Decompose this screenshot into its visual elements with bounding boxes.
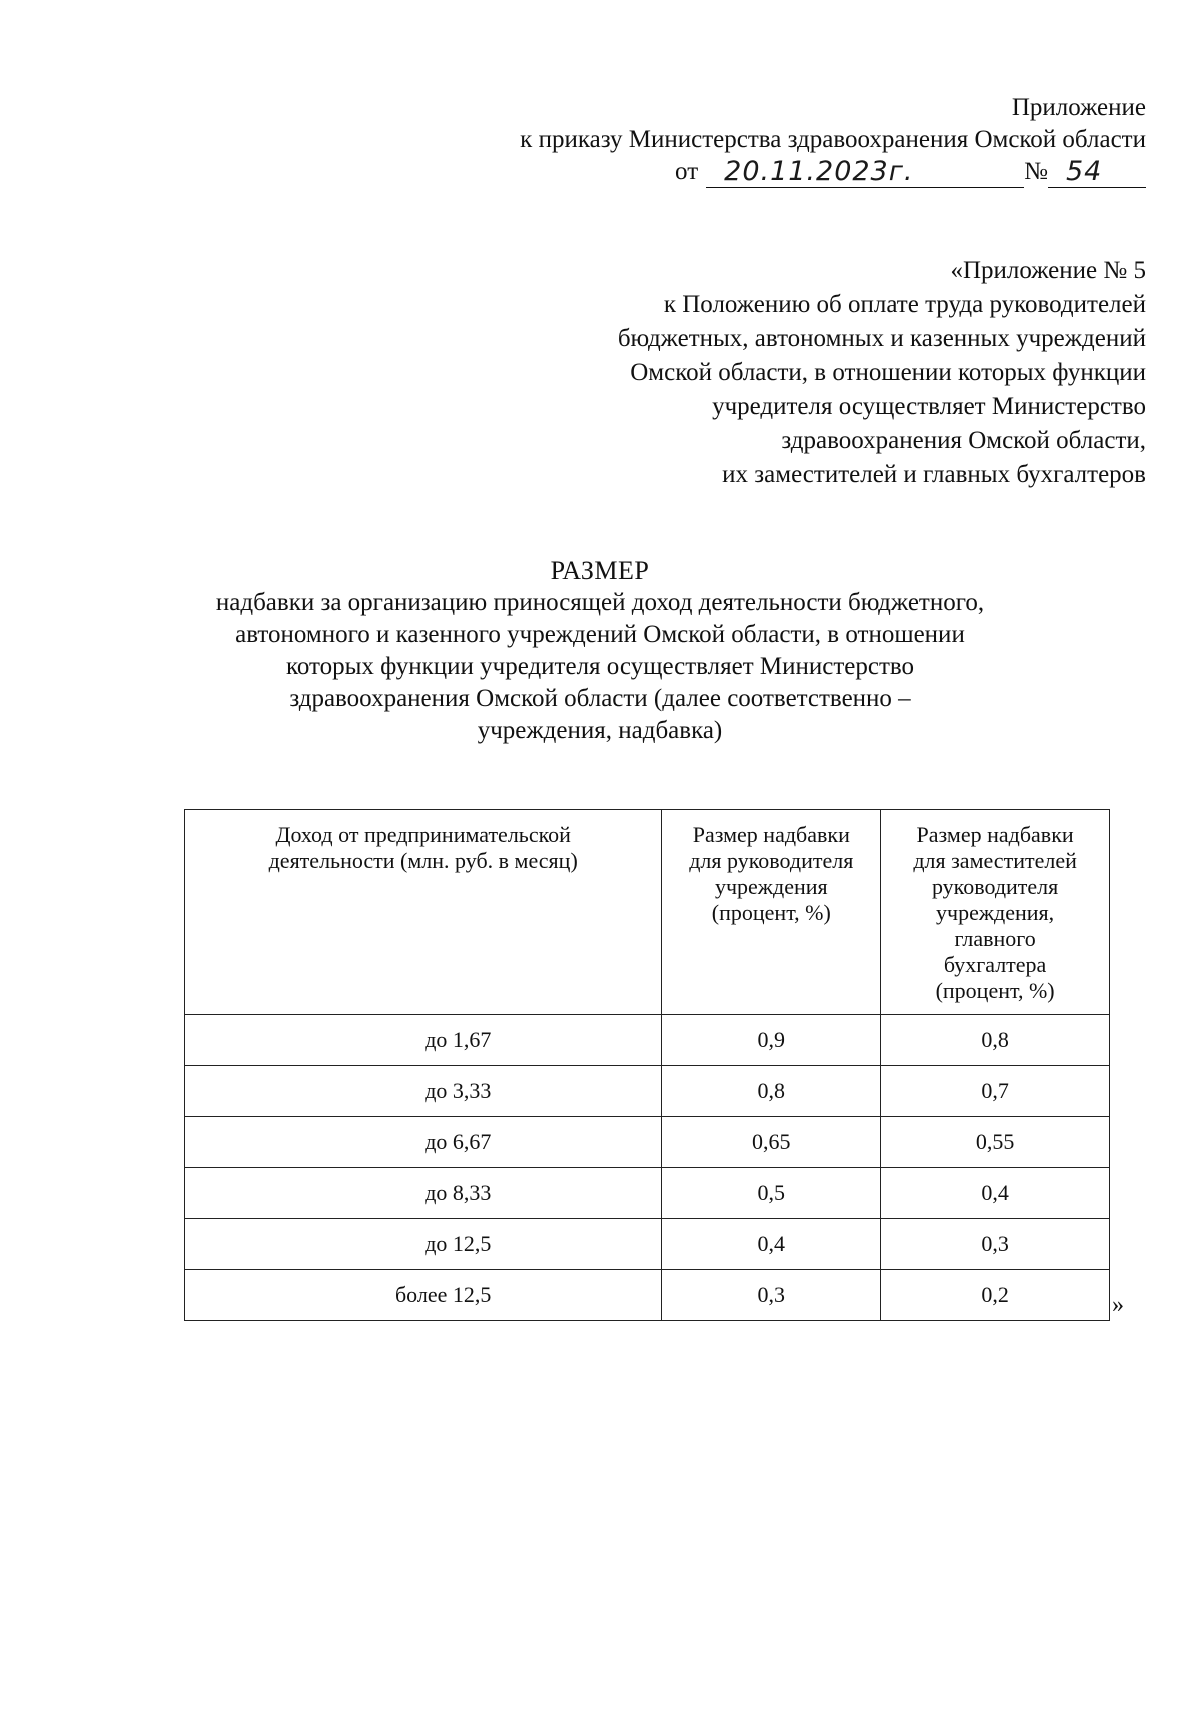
table-row bbox=[185, 1219, 1110, 1270]
appendix-line: к Положению об оплате труда руководителей bbox=[663, 291, 1146, 318]
income-cell: до 3,33 bbox=[185, 1066, 662, 1117]
appendix-line: «Приложение № 5 bbox=[950, 257, 1146, 284]
head-rate-cell: 0,9 bbox=[662, 1015, 881, 1066]
table-row bbox=[185, 1168, 1110, 1219]
order-reference: к приказу Министерства здравоохранения Омской области bbox=[520, 126, 1146, 153]
table-row bbox=[185, 1015, 1110, 1066]
attachment-title: Приложение bbox=[1011, 94, 1146, 121]
appendix-line: их заместителей и главных бухгалтеров bbox=[722, 461, 1146, 488]
order-date-number-line bbox=[520, 156, 1146, 188]
allowance-rates-table bbox=[184, 809, 1110, 1321]
head-rate-cell: 0,5 bbox=[662, 1168, 881, 1219]
appendix-line: Омской области, в отношении которых функции bbox=[630, 359, 1146, 386]
income-cell: до 6,67 bbox=[185, 1117, 662, 1168]
head-rate-cell: 0,3 bbox=[662, 1270, 881, 1321]
appendix-reference bbox=[618, 254, 1146, 492]
table-row bbox=[185, 1270, 1110, 1321]
header-income: Доход от предпринимательской деятельности (млн. руб. в месяц) bbox=[185, 810, 662, 1015]
attachment-header bbox=[520, 92, 1146, 188]
appendix-line: здравоохранения Омской области, bbox=[781, 427, 1146, 454]
date-prefix: от bbox=[675, 158, 699, 185]
subtitle-line: которых функции учредителя осуществляет Министерство bbox=[285, 653, 915, 680]
appendix-line: бюджетных, автономных и казенных учреждений bbox=[617, 325, 1146, 352]
subtitle-line: здравоохранения Омской области (далее соответственно – bbox=[289, 685, 911, 712]
head-rate-cell: 0,8 bbox=[662, 1066, 881, 1117]
handwritten-date: 20.11.2023г. bbox=[706, 157, 1024, 188]
income-cell: до 1,67 bbox=[185, 1015, 662, 1066]
income-cell: до 12,5 bbox=[185, 1219, 662, 1270]
appendix-line: учредителя осуществляет Министерство bbox=[712, 393, 1146, 420]
handwritten-number: 54 bbox=[1048, 157, 1146, 188]
deputy-rate-cell: 0,55 bbox=[881, 1117, 1110, 1168]
deputy-rate-cell: 0,2 bbox=[881, 1270, 1110, 1321]
document-heading: РАЗМЕР bbox=[550, 556, 650, 585]
header-head-allowance: Размер надбавки для руководителя учреждения (процент, %) bbox=[662, 810, 881, 1015]
head-rate-cell: 0,4 bbox=[662, 1219, 881, 1270]
table-row bbox=[185, 1066, 1110, 1117]
document-title-block bbox=[150, 555, 1050, 747]
header-deputy-allowance: Размер надбавки для заместителей руководителя учреждения, главного бухгалтера (процент, %) bbox=[881, 810, 1110, 1015]
deputy-rate-cell: 0,7 bbox=[881, 1066, 1110, 1117]
subtitle-line: надбавки за организацию приносящей доход деятельности бюджетного, bbox=[215, 589, 985, 616]
deputy-rate-cell: 0,3 bbox=[881, 1219, 1110, 1270]
subtitle-line: автономного и казенного учреждений Омской области, в отношении bbox=[235, 621, 965, 648]
number-label: № bbox=[1024, 158, 1048, 185]
closing-quote: » bbox=[1112, 1292, 1124, 1318]
table-row bbox=[185, 1117, 1110, 1168]
subtitle-line: учреждения, надбавка) bbox=[477, 717, 723, 744]
head-rate-cell: 0,65 bbox=[662, 1117, 881, 1168]
income-cell: более 12,5 bbox=[185, 1270, 662, 1321]
table-header-row bbox=[185, 810, 1110, 1015]
income-cell: до 8,33 bbox=[185, 1168, 662, 1219]
deputy-rate-cell: 0,4 bbox=[881, 1168, 1110, 1219]
deputy-rate-cell: 0,8 bbox=[881, 1015, 1110, 1066]
